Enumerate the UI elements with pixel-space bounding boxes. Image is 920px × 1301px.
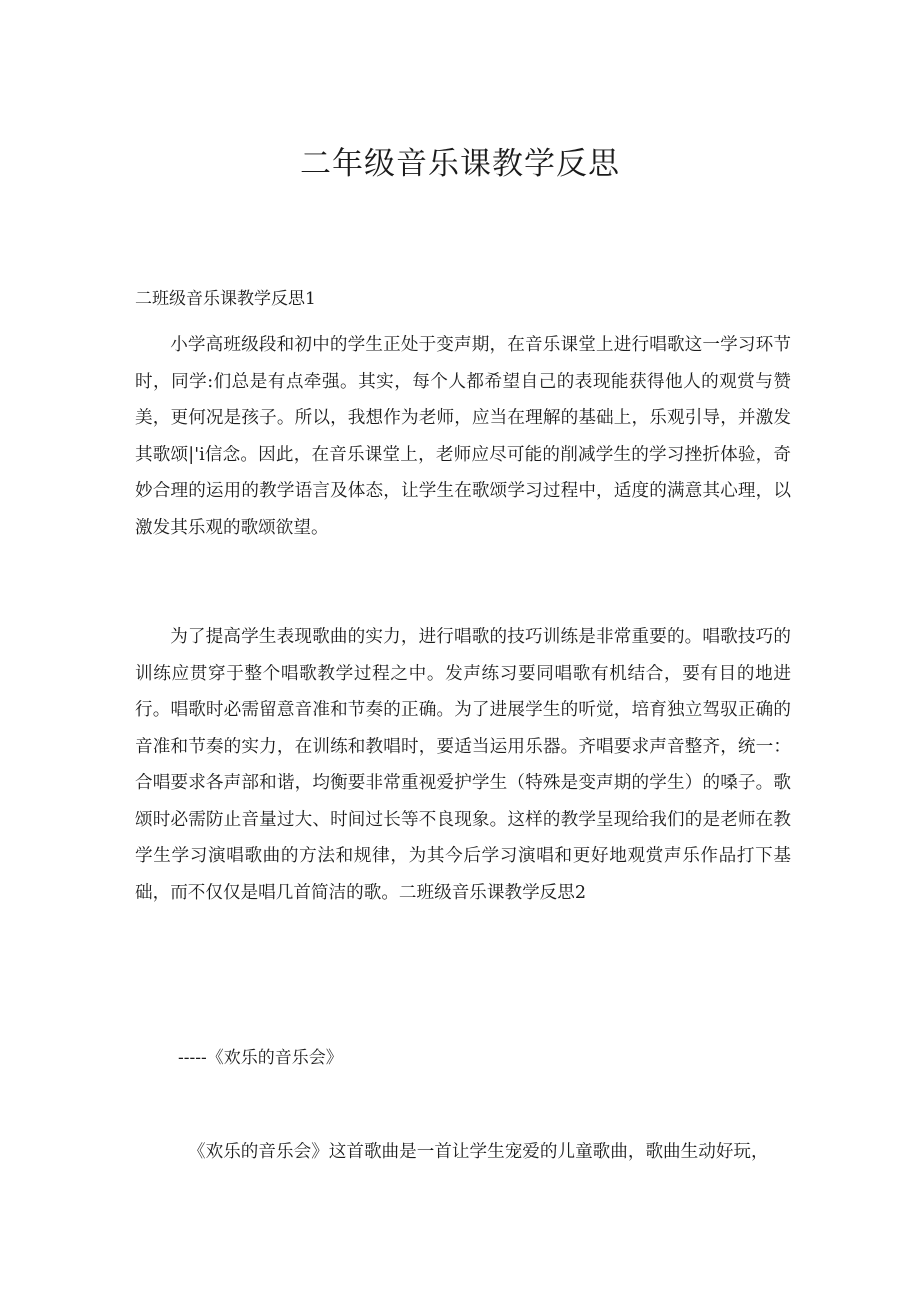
paragraph-3: 《欢乐的音乐会》这首歌曲是一首让学生宠爱的儿童歌曲，歌曲生动好玩，	[188, 1142, 769, 1162]
paragraph-1: 小学高班级段和初中的学生正处于变声期，在音乐课堂上进行唱歌这一学习环节时，同学:们总是有点牵强。其实，每个人都希望自己的表现能获得他人的观赏与赞美，更何况是孩子。所以，我想作为老师，应当在理解的基础上，乐观引导，并激发其歌颂|'i信念。因此，在音乐课堂上，老师应尽可能的削减学生的学习挫折体验，奇妙合理的运用的教学语言及体态，让学生在歌颂学习过程中，适度的满意其心理，以激发其乐观的歌颂欲望。	[135, 335, 791, 538]
paragraph-2: 为了提高学生表现歌曲的实力，进行唱歌的技巧训练是非常重要的。唱歌技巧的训练应贯穿于整个唱歌教学过程之中。发声练习要同唱歌有机结合，要有目的地进行。唱歌时必需留意音准和节奏的正确。为了进展学生的听觉，培育独立驾驭正确的音准和节奏的实力，在训练和教唱时，要适当运用乐器。齐唱要求声音整齐，统一：合唱要求各声部和谐，均衡要非常重视爱护学生（特殊是变声期的学生）的嗓子。歌颂时必需防止音量过大、时间过长等不良现象。这样的教学呈现给我们的是老师在教学生学习演唱歌曲的方法和规律，为其今后学习演唱和更好地观赏声乐作品打下基础，而不仅仅是唱几首简洁的歌。二班级音乐课教学反思2	[135, 627, 791, 903]
song-subtitle: -----《欢乐的音乐会》	[178, 1048, 343, 1068]
section-heading: 二班级音乐课教学反思1	[135, 289, 316, 309]
document-title: 二年级音乐课教学反思	[300, 146, 620, 182]
